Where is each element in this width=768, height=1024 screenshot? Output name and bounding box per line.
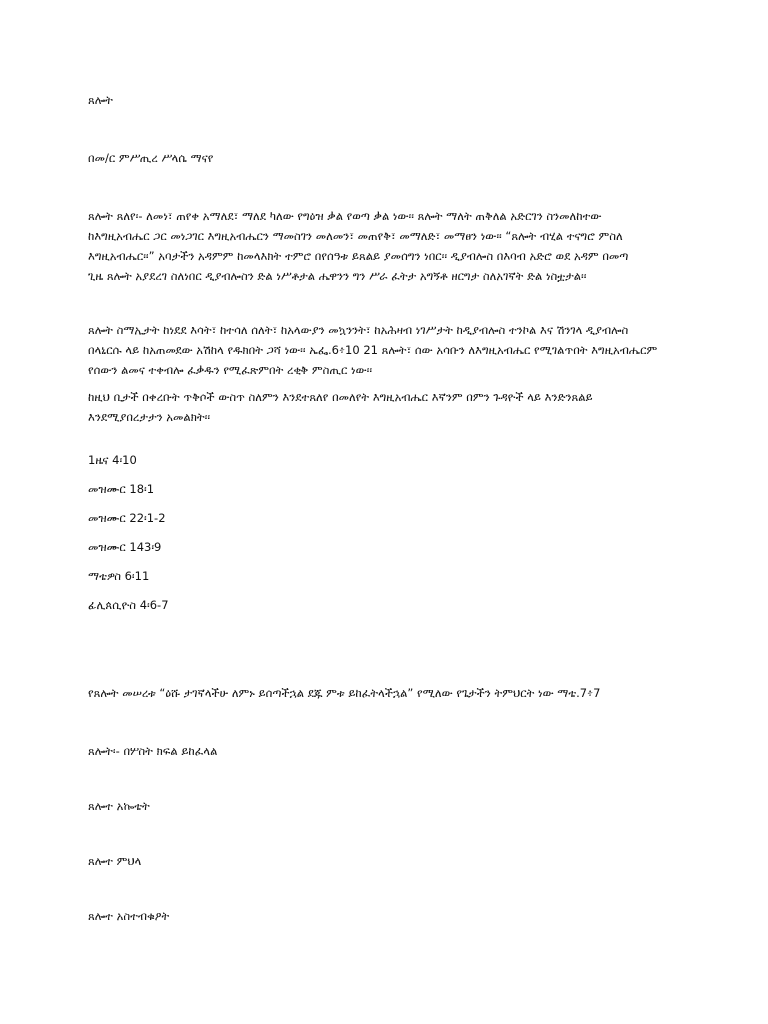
reference-item: 1ዜና 4፡10	[88, 453, 137, 467]
definition-line: እግዚአብሔር፡፡” አባታችን አዳምም ከመላእክት ተምሮ በየሰዓቱ ይጸልይ ያመሰግን ነበር፡፡ ዲያብሎስ በእባብ አድሮ ወደ አዳም በመጣ	[88, 249, 629, 263]
definition-line: ጸሎት ጸለየ፡- ለመነ፣ ጠየቀ አማለደ፣ ማለደ ካለው የግዕዝ ቃል የወጣ ቃል ነው፡፡ ጸሎት ማለት ጠቅለል አድርገን ስንመለከተው	[88, 209, 602, 223]
purpose-line: ጸሎት ስማኢታት ከነደደ እሳት፣ ከተሳለ ሰለት፣ ከአላውያን መኳንንት፣ ከአሕዛብ ነገሥታት ከዲያብሎስ ተንኮል እና ሽንገላ ዲያብሎስ	[88, 323, 629, 337]
reference-item: መዝሙር 22፡1-2	[88, 511, 166, 525]
purpose-line: በላኒርሱ ላይ ከአጠመደው አሽከላ የዱክበት ጋሻ ነው፡፡ ኤፌ.6፥10 21 ጸሎት፣ ሰው አሳቡን ለእግዚአብሔር የሚገልጥበት እግዚአብሔርም	[88, 343, 658, 357]
definition-line: ከእግዚአብሔር ጋር መነጋገር እግዚአብሔርን ማመስገን መለመን፣ መጠየቅ፣ መማለድ፣ መማፀን ነው፡፡ “ጸሎት ብሂል ተናግሮ ምስለ	[88, 229, 623, 243]
intro-paragraph	[88, 387, 688, 427]
prayer-type-item: ጸሎተ አኰቴት	[88, 799, 150, 813]
principle-line: የጸሎት መሠረቱ “ዕሹ ታገኛላችሁ ለምኑ ይሰጣችኋል ደጁ ምቱ ይከፈትላችኋል” የሚለው የጌታችን ትምህርት ነው ማቴ.7፥7	[88, 686, 601, 700]
reference-item: ፊሊጰሲዮስ 4፡6-7	[88, 598, 169, 612]
reference-item: መዝሙር 143፡9	[88, 540, 162, 554]
purpose-line: የሰውን ልመና ተቀብሎ ፈቃዱን የሚፈጽምበት ረቂቅ ምስጢር ነው፡፡	[88, 363, 373, 377]
reference-item: ማቴዎስ 6፡11	[88, 569, 150, 583]
intro-line: እንደሚያበረታታን አመልክት፡፡	[88, 410, 211, 424]
definition-paragraph	[88, 206, 688, 286]
division-line: ጸሎት፡- በሦስት ክፍል ይከፈላል	[88, 744, 218, 758]
intro-line: ከዚህ ቢታች በቀረቡት ጥቅሶች ውስጥ ስለምን እንደተጸለየ በመለየት እግዚአብሔር እኛንም በምን ጉዳዮች ላይ እንድንጸልይ	[88, 390, 593, 404]
document-heading: ጸሎት	[88, 93, 113, 107]
purpose-paragraph	[88, 320, 688, 380]
prayer-type-item: ጸሎተ አስተብቁዖት	[88, 909, 170, 923]
reference-item: መዝሙር 18፡1	[88, 482, 155, 496]
author-line: በመ/ር ምሥጢረ ሥላሴ ማናየ	[88, 151, 214, 165]
prayer-type-item: ጸሎተ ምህላ	[88, 854, 142, 868]
definition-line: ጊዜ ጸሎት አያደረገ ስለነበር ዲያብሎስን ድል ነሥቶታል ሔዋንን ግን ሥራ ፈትታ አግኝቶ ዘርግታ ስለአገኛት ድል ነስቷታል፡፡	[88, 269, 587, 283]
